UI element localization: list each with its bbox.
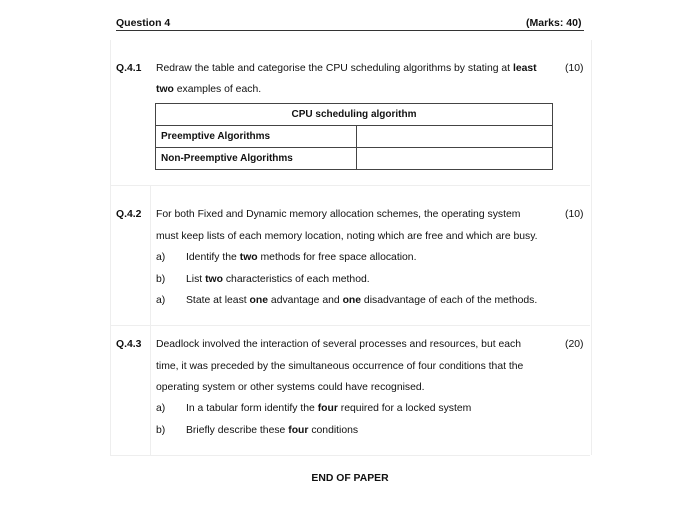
- q2-text-line1: For both Fixed and Dynamic memory allocation schemes, the operating system: [156, 209, 521, 220]
- table-row: Non-Preemptive Algorithms: [156, 148, 553, 170]
- q3-text-line2: time, it was preceded by the simultaneous occurrence of four conditions that the: [156, 361, 524, 372]
- question-title: Question 4: [116, 17, 171, 29]
- q1-number: Q.4.1: [116, 63, 142, 74]
- item-label: a): [156, 403, 166, 414]
- q2-item-b: List two characteristics of each method.: [186, 274, 370, 285]
- q3-item-b: Briefly describe these four conditions: [186, 425, 359, 436]
- q1-marks: (10): [565, 63, 584, 74]
- q2-marks: (10): [565, 209, 584, 220]
- end-of-paper: END OF PAPER: [311, 473, 389, 484]
- q3-text-line3: operating system or other systems could have recognised.: [156, 382, 425, 393]
- item-label: b): [156, 425, 166, 436]
- header-underline: [116, 30, 584, 31]
- cpu-scheduling-table: [155, 103, 553, 170]
- q2-text-line2: must keep lists of each memory location, noting which are free and which are busy.: [156, 231, 538, 242]
- q3-number: Q.4.3: [116, 339, 142, 350]
- item-label: b): [156, 274, 166, 285]
- total-marks: (Marks: 40): [526, 17, 582, 29]
- item-label: a): [156, 252, 166, 263]
- q1-text-line2: two examples of each.: [156, 84, 262, 95]
- item-label: a): [156, 295, 166, 306]
- table-header: CPU scheduling algorithm: [156, 104, 553, 126]
- q3-marks: (20): [565, 339, 584, 350]
- q3-text-line1: Deadlock involved the interaction of several processes and resources, but each: [156, 339, 522, 350]
- table-row: Preemptive Algorithms: [156, 126, 553, 148]
- q3-item-a: In a tabular form identify the four required for a locked system: [186, 403, 472, 414]
- q2-item-a: Identify the two methods for free space allocation.: [186, 252, 417, 263]
- q1-text-line1: Redraw the table and categorise the CPU scheduling algorithms by stating at least: [156, 63, 537, 74]
- q2-item-c: State at least one advantage and one disadvantage of each of the methods.: [186, 295, 538, 306]
- q2-number: Q.4.2: [116, 209, 142, 220]
